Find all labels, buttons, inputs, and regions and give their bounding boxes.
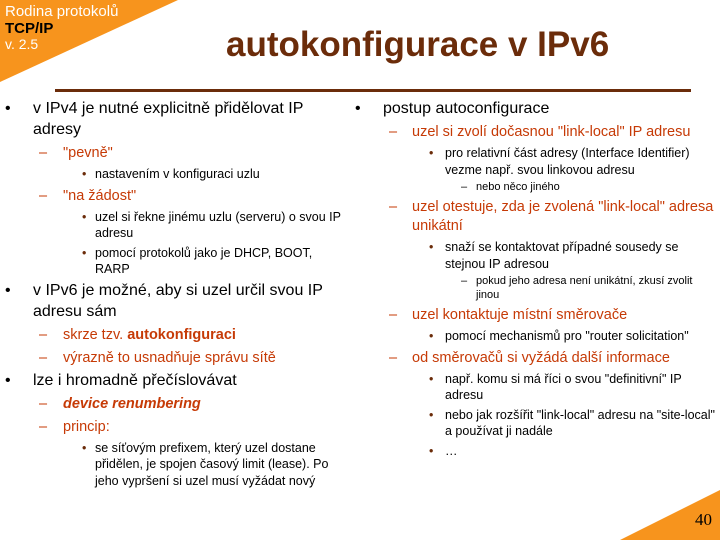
autokonfigurace-prefix: skrze tzv. (63, 326, 128, 343)
sub-bullet-sprava: – výrazně to usnadňuje správu sítě (5, 349, 350, 368)
title-underline (55, 89, 691, 92)
step-smerovace: – uzel kontaktuje místní směrovače (355, 306, 715, 325)
bullet-preciselovani: • lze i hromadně přečíslovávat (5, 370, 350, 391)
detail-interface-identifier: • pro relativní část adresy (Interface Identifier) vezme např. svou linkovou adresu (355, 145, 715, 178)
right-column (355, 96, 715, 459)
series-protocol: TCP/IP (5, 19, 54, 37)
series-name: Rodina protokolů (5, 3, 119, 20)
sub-bullet-renumbering (5, 395, 350, 414)
detail-router-solicitation: • pomocí mechanismů pro "router solicitation" (355, 328, 715, 345)
detail-lease: • se síťovým prefixem, který uzel dostane přidělen, je spojen časový limit (lease). Po jeho vypršení si uzel musí vyžádat nový (5, 440, 350, 490)
sub-bullet-autokonfigurace (5, 326, 350, 345)
sub-bullet-princip: – princip: (5, 418, 350, 437)
slide-title: autokonfigurace v IPv6 (226, 25, 610, 64)
autokonfigurace-term: autokonfiguraci (127, 326, 236, 343)
series-label (5, 4, 118, 52)
page-number: 40 (695, 510, 712, 529)
bullet-ipv4: • v IPv4 je nutné explicitně přidělovat IP adresy (5, 98, 350, 140)
detail-sousede: • snaží se kontaktovat případné sousedy se stejnou IP adresou (355, 239, 715, 272)
sub-bullet-na-zadost: – "na žádost" (5, 187, 350, 206)
bullet-postup: • postup autoconfigurace (355, 98, 715, 119)
step-link-local: – uzel si zvolí dočasnou "link-local" IP adresu (355, 123, 715, 142)
left-column (5, 96, 350, 489)
detail-zvolit-jinou: – pokud jeho adresa není unikátní, zkusí zvolit jinou (355, 274, 715, 302)
series-version: v. 2.5 (5, 36, 39, 52)
bullet-ipv6: • v IPv6 je možné, aby si uzel určil svou IP adresu sám (5, 280, 350, 322)
detail-definitivni-adresa: • např. komu si má říci o svou "definitivní" IP adresu (355, 371, 715, 404)
sub-bullet-pevne: – "pevně" (5, 144, 350, 163)
detail-ellipsis: • … (355, 443, 715, 460)
step-informace: – od směrovačů si vyžádá další informace (355, 349, 715, 368)
detail-site-local: • nebo jak rozšířit "link-local" adresu na "site-local" a používat ji nadále (355, 407, 715, 440)
detail-server: • uzel si řekne jinému uzlu (serveru) o svou IP adresu (5, 209, 350, 242)
detail-konfigurace: • nastavením v konfiguraci uzlu (5, 166, 350, 183)
detail-protokoly: • pomocí protokolů jako je DHCP, BOOT, RARP (5, 245, 350, 278)
step-test-unikatnosti: – uzel otestuje, zda je zvolená "link-local" adresa unikátní (355, 198, 715, 236)
detail-neco-jineho: – nebo něco jiného (355, 180, 715, 194)
renumbering-term: device renumbering (63, 395, 201, 412)
